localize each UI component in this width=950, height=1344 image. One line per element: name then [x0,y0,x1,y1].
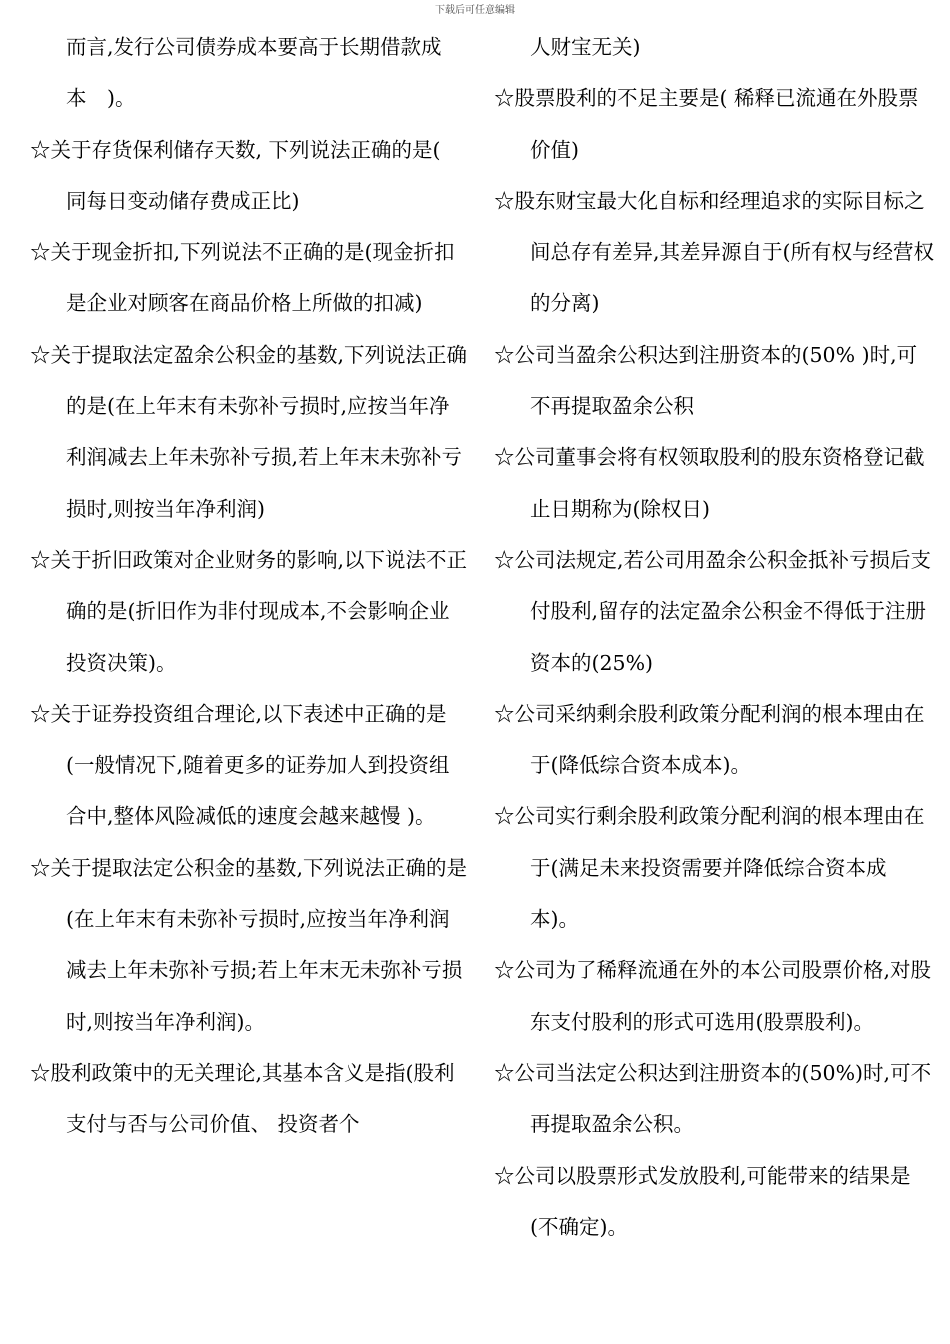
question-item: ☆公司实行剩余股利政策分配利润的根本理由在于(满足未来投资需要并降低综合资本成本)。 [494,804,925,932]
question-item: 人财宝无关) [530,35,641,59]
question-item: ☆公司董事会将有权领取股利的股东资格登记截止日期称为(除权日) [494,445,925,521]
question-item: ☆关于提取法定盈余公积金的基数,下列说法正确的是(在上年末有未弥补亏损时,应按当年净利润减去上年未弥补亏损,若上年末未弥补亏损时,则按当年净利润) [30,342,468,521]
question-item: ☆股东财宝最大化自标和经理追求的实际目标之间总存有差异,其差异源自于(所有权与经营权的分离) [494,188,935,316]
question-item: ☆公司采纳剩余股利政策分配利润的根本理由在于(降低综合资本成本)。 [494,701,925,778]
question-item: ☆公司当法定公积达到注册资本的(50%)时,可不再提取盈余公积。 [494,1060,932,1137]
right-column [494,22,934,1253]
question-item: ☆公司法规定,若公司用盈余公积金抵补亏损后支付股利,留存的法定盈余公积金不得低于注册资本的(25%) [494,547,932,675]
question-item: ☆公司以股票形式发放股利,可能带来的结果是(不确定)。 [494,1163,911,1239]
question-item: ☆关于提取法定公积金的基数,下列说法正确的是(在上年末有未弥补亏损时,应按当年净利润减去上年未弥补亏损;若上年末无未弥补亏损时,则按当年净利润)。 [30,855,468,1034]
question-item: ☆公司当盈余公积达到注册资本的(50% )时,可不再提取盈余公积 [494,342,918,419]
question-item: ☆关于存货保利储存天数, 下列说法正确的是( 同每日变动储存费成正比) [30,137,441,213]
question-item: 而言,发行公司债券成本要高于长期借款成本 )。 [66,35,442,111]
question-item: ☆股利政策中的无关理论,其基本含义是指(股利支付与否与公司价值、 投资者个 [30,1060,455,1137]
question-item: ☆关于证券投资组合理论,以下表述中正确的是(一般情况下,随着更多的证券加人到投资组合中,整体风险减低的速度会越来越慢 )。 [30,701,450,829]
question-item: ☆股票股利的不足主要是( 稀释已流通在外股票价值) [494,86,919,162]
question-item: ☆公司为了稀释流通在外的本公司股票价格,对股东支付股利的形式可选用(股票股利)。 [494,958,932,1034]
left-column [30,22,467,1151]
question-item: ☆关于现金折扣,下列说法不正确的是(现金折扣是企业对顾客在商品价格上所做的扣减) [30,240,455,316]
page-header: 下载后可任意编辑 [435,5,515,16]
question-item: ☆关于折旧政策对企业财务的影响,以下说法不正确的是(折旧作为非付现成本,不会影响企业投资决策)。 [30,547,468,675]
